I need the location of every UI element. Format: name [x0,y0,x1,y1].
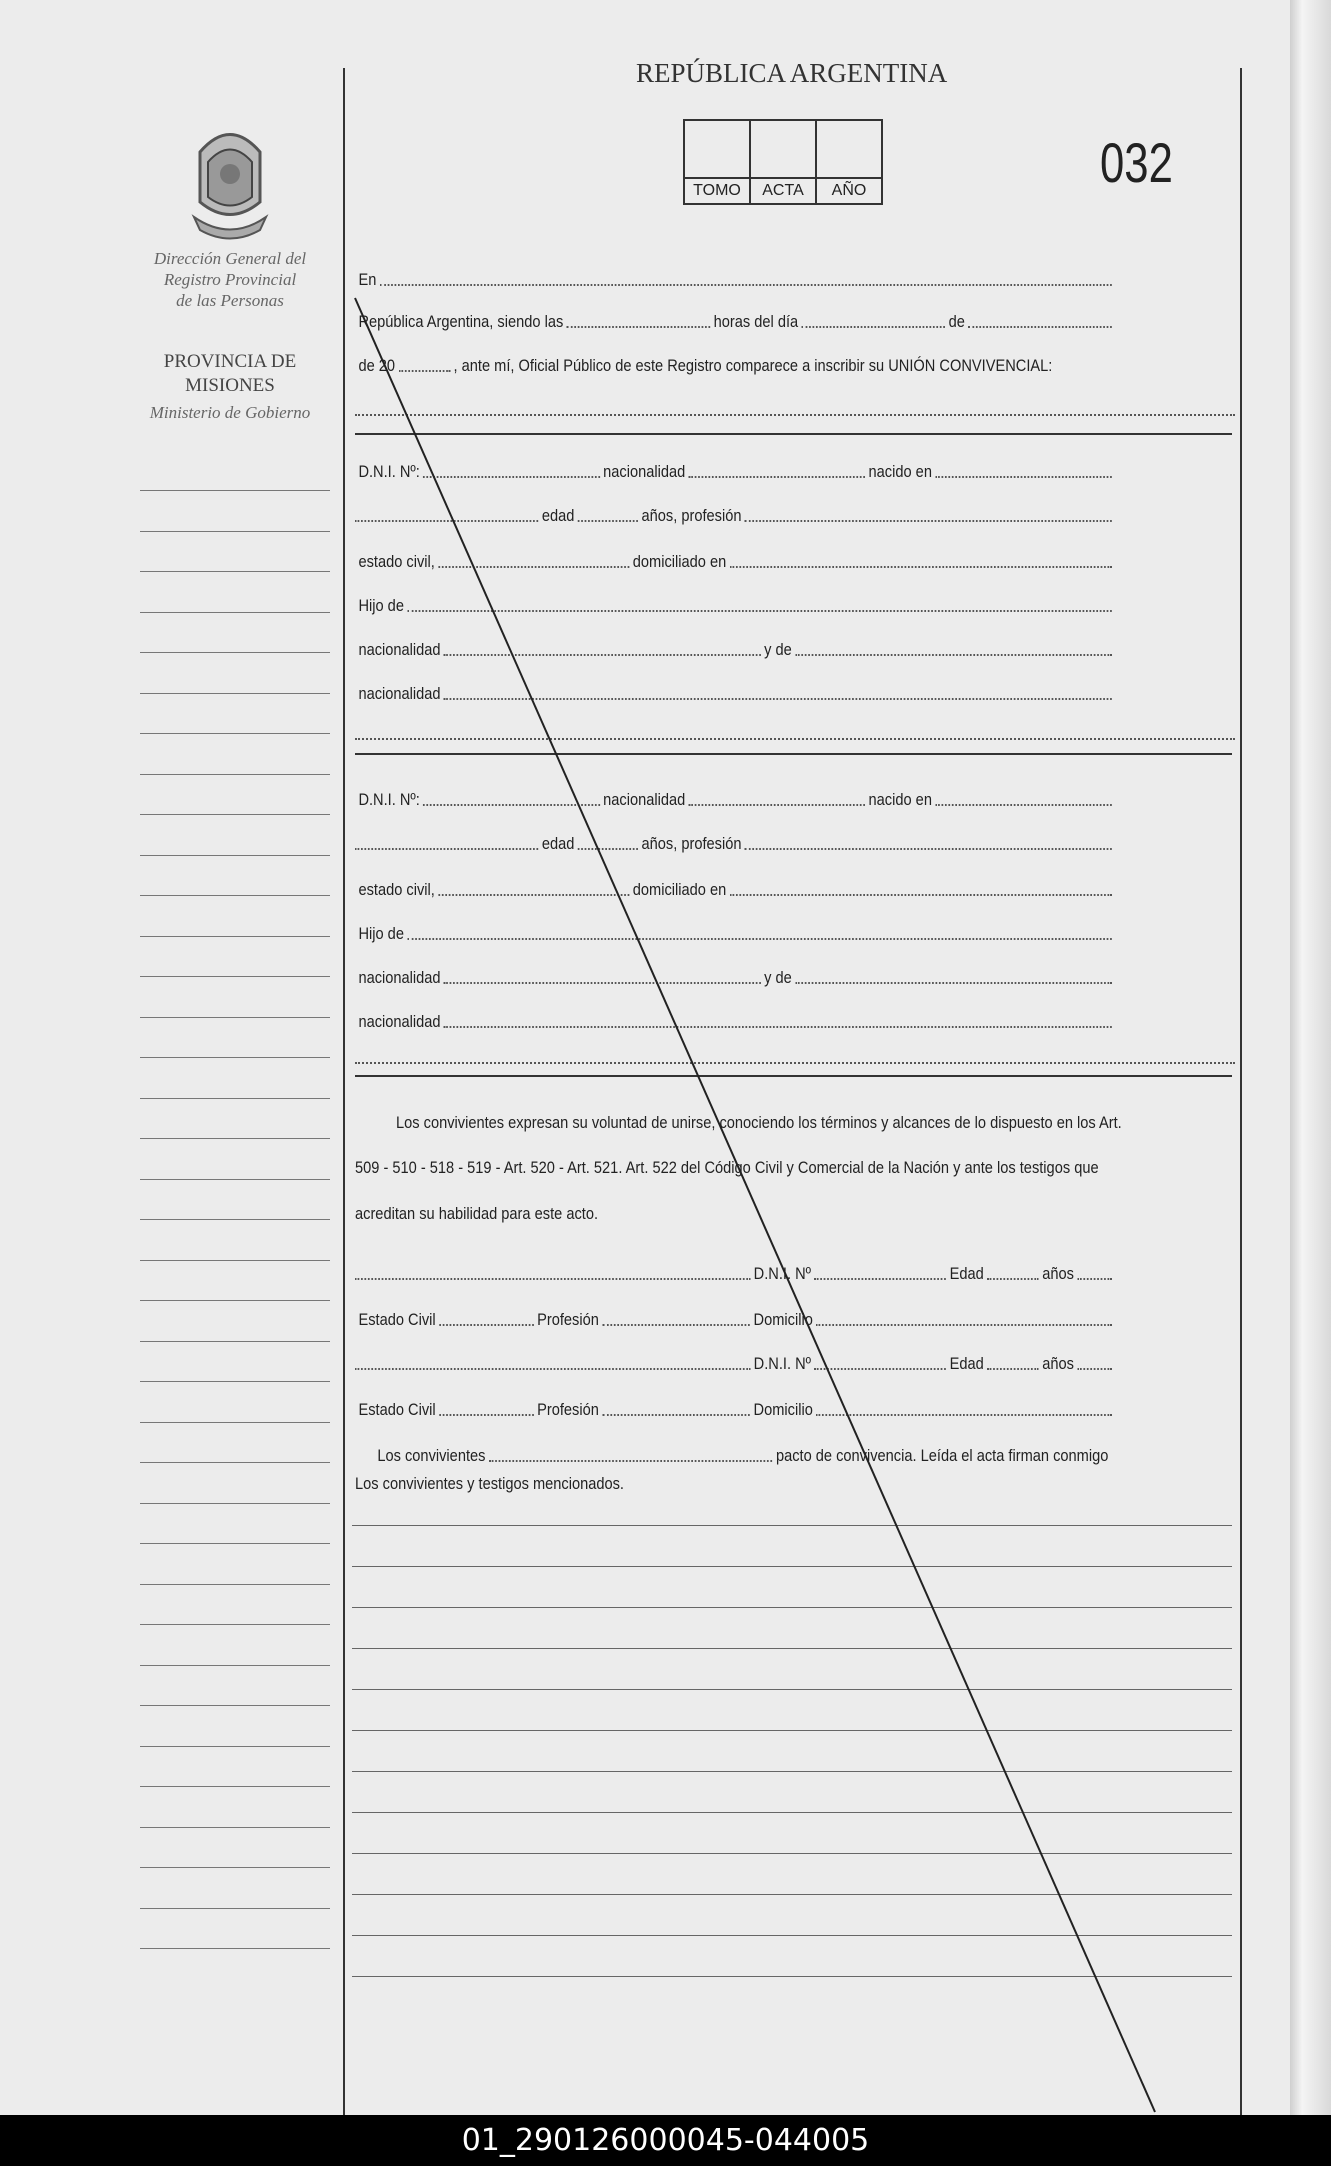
ministry-name: Ministerio de Gobierno [149,403,311,422]
declaration-line-3: acreditan su habilidad para este acto. [355,1204,599,1223]
p1-and-label: y de [764,640,792,659]
province-line-1: PROVINCIA DE [163,351,297,372]
p1-son-label: Hijo de [358,596,404,615]
year-prefix: de 20 [358,356,396,375]
p2-dni-label: D.N.I. Nº: [358,790,420,809]
p1-age-label: edad [541,506,575,525]
p1-profession-label: años, profesión [641,506,742,525]
office-line-3: de las Personas [176,291,284,310]
file-id-caption: 01_290126000045-044005 [0,2115,1331,2166]
p1-parent-nationality-label: nacionalidad [358,640,441,659]
p2-profession-label: años, profesión [641,834,742,853]
p1-dni-label: D.N.I. Nº: [358,462,420,481]
w1-civil-label: Estado Civil [358,1310,436,1329]
w2-age-label: Edad [949,1354,984,1373]
republica-label: República Argentina, siendo las [358,312,564,331]
declaration-line-1: Los convivientes expresan su voluntad de unirse, conociendo los términos y alcances de lo dispuesto en los Art. [396,1113,1122,1132]
w1-dni-label: D.N.I. Nº [753,1264,812,1283]
p1-born-label: nacido en [868,462,932,481]
w2-years-label: años [1042,1354,1074,1373]
office-line-2: Registro Provincial [163,270,297,289]
w2-dni-label: D.N.I. Nº [753,1354,812,1373]
p2-nationality-label: nacionalidad [603,790,686,809]
de-label: de [948,312,965,331]
act-number: 032 [1100,131,1173,194]
tomo-label: TOMO [685,177,749,203]
p2-civil-label: estado civil, [358,880,435,899]
p1-nationality-label: nacionalidad [603,462,686,481]
ano-label: AÑO [817,177,881,203]
declaration-line-2: 509 - 510 - 518 - 519 - Art. 520 - Art. 521. Art. 522 del Código Civil y Comercial de la Nación y ante los testigos que [355,1158,1099,1177]
w1-age-label: Edad [949,1264,984,1283]
pact-text: pacto de convivencia. Leída el acta firman conmigo [775,1446,1109,1465]
horas-label: horas del día [713,312,799,331]
w2-address-label: Domicilio [753,1400,813,1419]
w2-civil-label: Estado Civil [358,1400,436,1419]
p2-parent2-nationality-label: nacionalidad [358,1012,441,1031]
p1-parent2-nationality-label: nacionalidad [358,684,441,703]
closing-witnesses-text: Los convivientes y testigos mencionados. [355,1474,625,1493]
p2-and-label: y de [764,968,792,987]
convivientes-label: Los convivientes [377,1446,486,1465]
p2-born-label: nacido en [868,790,932,809]
p2-son-label: Hijo de [358,924,404,943]
office-line-1: Dirección General del [153,249,307,268]
p2-address-label: domiciliado en [632,880,727,899]
province-line-2: MISIONES [185,375,275,396]
ante-text: , ante mí, Oficial Público de este Registro comparece a inscribir su UNIÓN CONVIVENCIAL: [453,356,1053,375]
w1-address-label: Domicilio [753,1310,813,1329]
p1-address-label: domiciliado en [632,552,727,571]
p2-age-label: edad [541,834,575,853]
p2-parent-nationality-label: nacionalidad [358,968,441,987]
country-title: REPÚBLICA ARGENTINA [636,58,948,88]
en-label: En [358,270,377,289]
acta-label: ACTA [751,177,815,203]
w2-profession-label: Profesión [537,1400,599,1419]
w1-years-label: años [1042,1264,1074,1283]
p1-civil-label: estado civil, [358,552,435,571]
w1-profession-label: Profesión [537,1310,599,1329]
